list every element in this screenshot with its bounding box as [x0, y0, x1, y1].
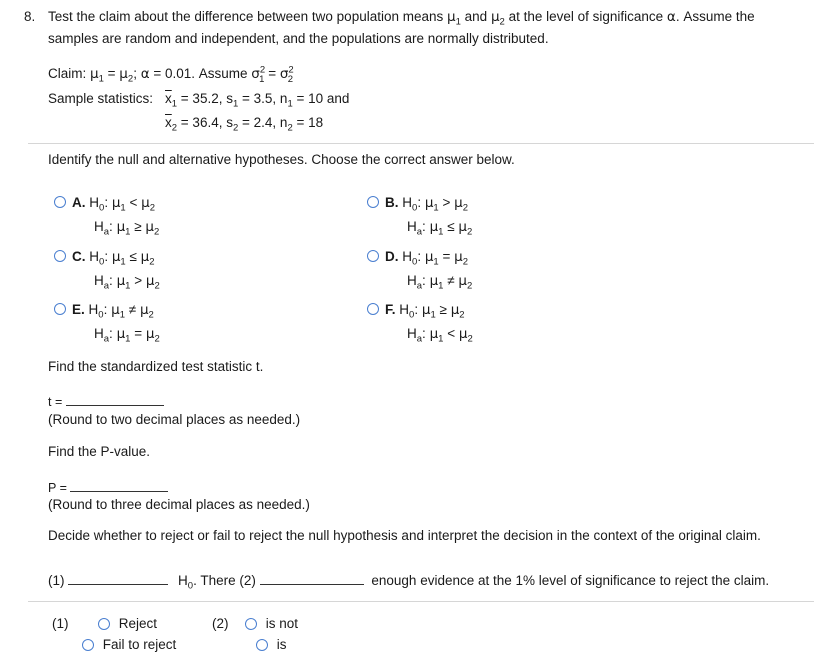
sample-stats-line1: $\overline{x}_1 = 35.2$, $s_1 = 3.5$, $n_1 = 10$ and — [165, 91, 350, 110]
radio-is[interactable] — [256, 639, 268, 651]
question-number: 8. — [24, 9, 36, 24]
option-a[interactable] — [54, 191, 159, 239]
option-letter: B. — [385, 195, 399, 210]
t-input[interactable] — [66, 392, 164, 406]
option-h0: $H_0$: $\mu_1 > \mu_2$ — [402, 195, 469, 214]
decision-blank-2[interactable] — [260, 572, 364, 585]
option-ha: $H_a$: $\mu_1 = \mu_2$ — [94, 326, 160, 345]
choice-reject[interactable]: Reject — [98, 616, 157, 631]
choice-fail-to-reject[interactable]: Fail to reject — [82, 637, 176, 652]
p-input[interactable] — [70, 478, 168, 492]
option-radio[interactable] — [54, 250, 66, 262]
option-ha: $H_a$: $\mu_1 \ge \mu_2$ — [94, 219, 160, 238]
option-e[interactable] — [54, 298, 160, 346]
choices-1-label: (1) — [52, 616, 69, 631]
decision-sentence: (1) $H_0$. There (2) enough evidence at the 1% level of significance to reject the claim. — [48, 573, 770, 592]
option-letter: D. — [385, 249, 399, 264]
option-b[interactable] — [367, 191, 472, 239]
option-h0: $H_0$: $\mu_1 \ge \mu_2$ — [399, 302, 465, 321]
p-answer-row: P = — [48, 478, 168, 495]
decision-blank-1[interactable] — [68, 572, 168, 585]
decision-prompt: Decide whether to reject or fail to reject the null hypothesis and interpret the decision in the context of the original claim. — [48, 528, 761, 543]
option-radio[interactable] — [367, 196, 379, 208]
option-letter: E. — [72, 302, 85, 317]
option-ha: $H_a$: $\mu_1 > \mu_2$ — [94, 273, 160, 292]
option-h0: $H_0$: $\mu_1 \le \mu_2$ — [89, 249, 155, 268]
sample-stats-line2: $\overline{x}_2 = 36.4$, $s_2 = 2.4$, $n_2 = 18$ — [165, 115, 324, 134]
t-round-note: (Round to two decimal places as needed.) — [48, 412, 301, 427]
option-radio[interactable] — [54, 196, 66, 208]
choice-is-not[interactable]: is not — [245, 616, 298, 631]
radio-is-not[interactable] — [245, 618, 257, 630]
t-prompt: Find the standardized test statistic t. — [48, 359, 264, 374]
t-answer-row: t = — [48, 392, 164, 409]
option-ha: $H_a$: $\mu_1 \ne \mu_2$ — [407, 273, 473, 292]
option-h0: $H_0$: $\mu_1 = \mu_2$ — [402, 249, 469, 268]
hypotheses-prompt: Identify the null and alternative hypotheses. Choose the correct answer below. — [48, 152, 515, 167]
option-letter: C. — [72, 249, 86, 264]
option-ha: $H_a$: $\mu_1 \le \mu_2$ — [407, 219, 473, 238]
option-h0: $H_0$: $\mu_1 < \mu_2$ — [89, 195, 156, 214]
option-letter: A. — [72, 195, 86, 210]
option-radio[interactable] — [367, 303, 379, 315]
p-prompt: Find the P-value. — [48, 444, 151, 459]
section-divider-2 — [28, 601, 814, 602]
option-d[interactable] — [367, 245, 472, 293]
choice-is[interactable]: is — [256, 637, 287, 652]
option-h0: $H_0$: $\mu_1 \ne \mu_2$ — [88, 302, 154, 321]
option-f[interactable] — [367, 298, 473, 346]
option-radio[interactable] — [367, 250, 379, 262]
option-letter: F. — [385, 302, 396, 317]
choices-2-label: (2) — [212, 616, 229, 631]
claim-line: Claim: $\mu_1 = \mu_2$; α = 0.01. Assume $\sigma^2_1 = \sigma^2_2$ — [48, 64, 294, 85]
p-round-note: (Round to three decimal places as needed.) — [48, 497, 310, 512]
sample-stats-label: Sample statistics: — [48, 91, 154, 106]
option-c[interactable] — [54, 245, 160, 293]
option-ha: $H_a$: $\mu_1 < \mu_2$ — [407, 326, 473, 345]
question-text-line1: Test the claim about the difference between two population means $\mu_1$ and $\mu_2$ at the level of significance α. Assume the — [48, 9, 755, 28]
section-divider — [28, 143, 814, 144]
question-text-line2: samples are random and independent, and the populations are normally distributed. — [48, 31, 549, 46]
radio-fail-to-reject[interactable] — [82, 639, 94, 651]
radio-reject[interactable] — [98, 618, 110, 630]
option-radio[interactable] — [54, 303, 66, 315]
